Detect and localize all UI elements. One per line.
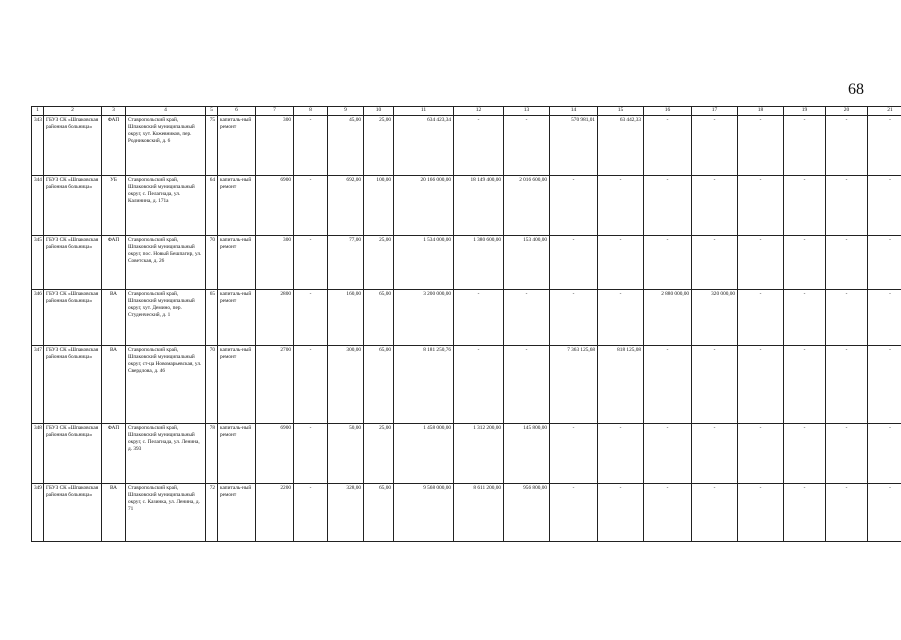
- table-cell: ГБУЗ СК «Шпаковская районная больница»: [44, 346, 102, 424]
- table-cell: ВА: [102, 346, 126, 424]
- table-cell: -: [868, 346, 901, 424]
- table-cell: 45,00: [328, 116, 364, 176]
- column-header: 15: [598, 107, 644, 116]
- table-row: [32, 116, 901, 176]
- column-header: 5: [206, 107, 218, 116]
- table-cell: -: [294, 346, 328, 424]
- column-header: 8: [294, 107, 328, 116]
- table-cell: ГБУЗ СК «Шпаковская районная больница»: [44, 116, 102, 176]
- table-row: [32, 424, 901, 484]
- table-cell: -: [692, 116, 738, 176]
- table-cell: 346: [32, 290, 44, 346]
- table-cell: ВА: [102, 484, 126, 542]
- table-row: [32, 346, 901, 424]
- table-cell: 70: [206, 236, 218, 290]
- table-cell: 75: [206, 116, 218, 176]
- table-cell: 348: [32, 424, 44, 484]
- table-cell: ГБУЗ СК «Шпаковская районная больница»: [44, 236, 102, 290]
- table-cell: -: [550, 424, 598, 484]
- table-cell: 818 125,08: [598, 346, 644, 424]
- table-cell: капиталь-ный ремонт: [218, 346, 256, 424]
- table-cell: -: [294, 290, 328, 346]
- table-cell: капиталь-ный ремонт: [218, 236, 256, 290]
- column-header: 16: [644, 107, 692, 116]
- table-cell: 72: [206, 484, 218, 542]
- table-cell: 6900: [256, 176, 294, 236]
- column-header: 20: [826, 107, 868, 116]
- table-cell: -: [692, 424, 738, 484]
- column-header: 7: [256, 107, 294, 116]
- column-header: 9: [328, 107, 364, 116]
- table-cell: -: [454, 290, 504, 346]
- table-cell: 570 981,01: [550, 116, 598, 176]
- table-cell: -: [692, 484, 738, 542]
- table-cell: 2800: [256, 290, 294, 346]
- table-cell: 2700: [256, 346, 294, 424]
- column-header: 13: [504, 107, 550, 116]
- table-cell: -: [644, 176, 692, 236]
- table-cell: -: [644, 236, 692, 290]
- table-cell: -: [644, 346, 692, 424]
- table-cell: -: [294, 424, 328, 484]
- table-cell: ФАП: [102, 236, 126, 290]
- table-cell: 343: [32, 116, 44, 176]
- table-cell: 300: [256, 116, 294, 176]
- table-cell: -: [504, 116, 550, 176]
- table-cell: 300: [256, 236, 294, 290]
- table-cell: Ставропольский край, Шпаковский муниципальный округ, хут. Демино, пер. Студенческий, д. 1: [126, 290, 206, 346]
- table-cell: -: [738, 116, 784, 176]
- table-cell: 1 312 200,00: [454, 424, 504, 484]
- table-cell: 77,00: [328, 236, 364, 290]
- table-cell: -: [454, 346, 504, 424]
- table-cell: -: [738, 176, 784, 236]
- table-cell: -: [598, 424, 644, 484]
- table-cell: -: [868, 484, 901, 542]
- table-cell: 349: [32, 484, 44, 542]
- table-cell: -: [294, 236, 328, 290]
- table-cell: -: [598, 176, 644, 236]
- column-header: 6: [218, 107, 256, 116]
- table-cell: -: [738, 290, 784, 346]
- column-header: 4: [126, 107, 206, 116]
- table-cell: -: [598, 290, 644, 346]
- table-cell: -: [784, 236, 826, 290]
- table-cell: 65: [206, 290, 218, 346]
- column-header: 12: [454, 107, 504, 116]
- column-header: 19: [784, 107, 826, 116]
- table-cell: 6900: [256, 424, 294, 484]
- table-cell: -: [826, 484, 868, 542]
- table-cell: -: [550, 290, 598, 346]
- column-header: 3: [102, 107, 126, 116]
- table-cell: -: [868, 116, 901, 176]
- table-cell: Ставропольский край, Шпаковский муниципальный округ, с. Казинка, ул. Ленина, д. 71: [126, 484, 206, 542]
- table-cell: 64: [206, 176, 218, 236]
- table-cell: ФАП: [102, 424, 126, 484]
- table-cell: 345: [32, 236, 44, 290]
- table-cell: -: [692, 236, 738, 290]
- table-cell: 634 423,34: [394, 116, 454, 176]
- table-cell: -: [868, 236, 901, 290]
- table-cell: 1 534 000,00: [394, 236, 454, 290]
- table-cell: Ставропольский край, Шпаковский муниципальный округ, пос. Новый Бешпагир, ул. Советская, д. 26: [126, 236, 206, 290]
- column-header: 11: [394, 107, 454, 116]
- table-cell: 344: [32, 176, 44, 236]
- table-cell: -: [454, 116, 504, 176]
- table-cell: 63 442,33: [598, 116, 644, 176]
- column-header: 21: [868, 107, 901, 116]
- table-cell: -: [598, 484, 644, 542]
- table-cell: -: [784, 346, 826, 424]
- table-cell: ГБУЗ СК «Шпаковская районная больница»: [44, 176, 102, 236]
- table-cell: -: [504, 290, 550, 346]
- table-cell: -: [826, 424, 868, 484]
- table-cell: 2 880 000,00: [644, 290, 692, 346]
- table-cell: -: [644, 424, 692, 484]
- table-cell: -: [868, 290, 901, 346]
- column-header: 10: [364, 107, 394, 116]
- table-cell: 692,00: [328, 176, 364, 236]
- table-cell: УБ: [102, 176, 126, 236]
- table-cell: ФАП: [102, 116, 126, 176]
- table-cell: -: [784, 424, 826, 484]
- table-cell: капиталь-ный ремонт: [218, 176, 256, 236]
- table-cell: 70: [206, 346, 218, 424]
- table-cell: -: [784, 290, 826, 346]
- table-cell: -: [738, 424, 784, 484]
- table-cell: 8 181 250,76: [394, 346, 454, 424]
- column-header: 1: [32, 107, 44, 116]
- table-cell: 145 800,00: [504, 424, 550, 484]
- table-cell: капиталь-ный ремонт: [218, 424, 256, 484]
- column-header: 14: [550, 107, 598, 116]
- table-cell: -: [550, 176, 598, 236]
- table-cell: 78: [206, 424, 218, 484]
- table-cell: -: [294, 484, 328, 542]
- table-cell: -: [738, 484, 784, 542]
- table-cell: 2 016 600,00: [504, 176, 550, 236]
- table-cell: 18 149 400,00: [454, 176, 504, 236]
- table-header-row: [32, 107, 901, 116]
- table-cell: -: [738, 236, 784, 290]
- table-cell: Ставропольский край, Шпаковский муниципальный округ, ст-ца Новомарьевская, ул. Свердлова, д. 46: [126, 346, 206, 424]
- table-cell: 3 200 000,00: [394, 290, 454, 346]
- table-cell: 300,00: [328, 346, 364, 424]
- table-cell: -: [826, 346, 868, 424]
- table-cell: 20 166 000,00: [394, 176, 454, 236]
- table-cell: ГБУЗ СК «Шпаковская районная больница»: [44, 290, 102, 346]
- table-cell: 2200: [256, 484, 294, 542]
- table-cell: 65,00: [364, 484, 394, 542]
- table-cell: -: [644, 484, 692, 542]
- table-cell: -: [692, 176, 738, 236]
- table-cell: 160,00: [328, 290, 364, 346]
- table-cell: 25,00: [364, 236, 394, 290]
- column-header: 2: [44, 107, 102, 116]
- table-cell: 65,00: [364, 290, 394, 346]
- table-cell: 25,00: [364, 424, 394, 484]
- table-cell: -: [826, 236, 868, 290]
- table-row: [32, 290, 901, 346]
- table-cell: 328,00: [328, 484, 364, 542]
- table-cell: 1 380 600,00: [454, 236, 504, 290]
- table-cell: -: [644, 116, 692, 176]
- table-cell: 153 400,00: [504, 236, 550, 290]
- table-cell: -: [294, 176, 328, 236]
- table-cell: 1 458 000,00: [394, 424, 454, 484]
- column-header: 18: [738, 107, 784, 116]
- table-cell: -: [784, 176, 826, 236]
- table-cell: -: [550, 236, 598, 290]
- table-cell: ВА: [102, 290, 126, 346]
- table-cell: -: [504, 346, 550, 424]
- table-cell: капиталь-ный ремонт: [218, 484, 256, 542]
- table-cell: 25,00: [364, 116, 394, 176]
- table-cell: ГБУЗ СК «Шпаковская районная больница»: [44, 484, 102, 542]
- table-cell: Ставропольский край, Шпаковский муниципальный округ, хут. Кожевников, пер. Родниковский, д. 6: [126, 116, 206, 176]
- table-cell: капиталь-ный ремонт: [218, 290, 256, 346]
- table-cell: 100,00: [364, 176, 394, 236]
- table-cell: -: [826, 290, 868, 346]
- table-cell: -: [738, 346, 784, 424]
- table-cell: капиталь-ный ремонт: [218, 116, 256, 176]
- table-cell: 956 800,00: [504, 484, 550, 542]
- table-cell: -: [294, 116, 328, 176]
- table-cell: Ставропольский край, Шпаковский муниципальный округ, с. Пелагиада, ул. Ленина, д. 393: [126, 424, 206, 484]
- table-cell: -: [826, 116, 868, 176]
- table-cell: -: [692, 346, 738, 424]
- page-number: 68: [848, 81, 864, 98]
- table-cell: -: [550, 484, 598, 542]
- budget-table: [31, 106, 901, 542]
- table-cell: -: [784, 116, 826, 176]
- table-cell: 7 363 125,68: [550, 346, 598, 424]
- table-cell: 8 611 200,00: [454, 484, 504, 542]
- table-cell: 65,00: [364, 346, 394, 424]
- table-cell: -: [868, 176, 901, 236]
- table-cell: -: [598, 236, 644, 290]
- table-row: [32, 176, 901, 236]
- table-cell: 9 568 000,00: [394, 484, 454, 542]
- table-row: [32, 236, 901, 290]
- table-row: [32, 484, 901, 542]
- table-cell: -: [826, 176, 868, 236]
- table-cell: 320 000,00: [692, 290, 738, 346]
- table-cell: -: [784, 484, 826, 542]
- table-cell: -: [868, 424, 901, 484]
- table-cell: Ставропольский край, Шпаковский муниципальный округ, с. Пелагиада, ул. Калинина, д. 171а: [126, 176, 206, 236]
- table-cell: 50,00: [328, 424, 364, 484]
- table-cell: ГБУЗ СК «Шпаковская районная больница»: [44, 424, 102, 484]
- table-cell: 347: [32, 346, 44, 424]
- column-header: 17: [692, 107, 738, 116]
